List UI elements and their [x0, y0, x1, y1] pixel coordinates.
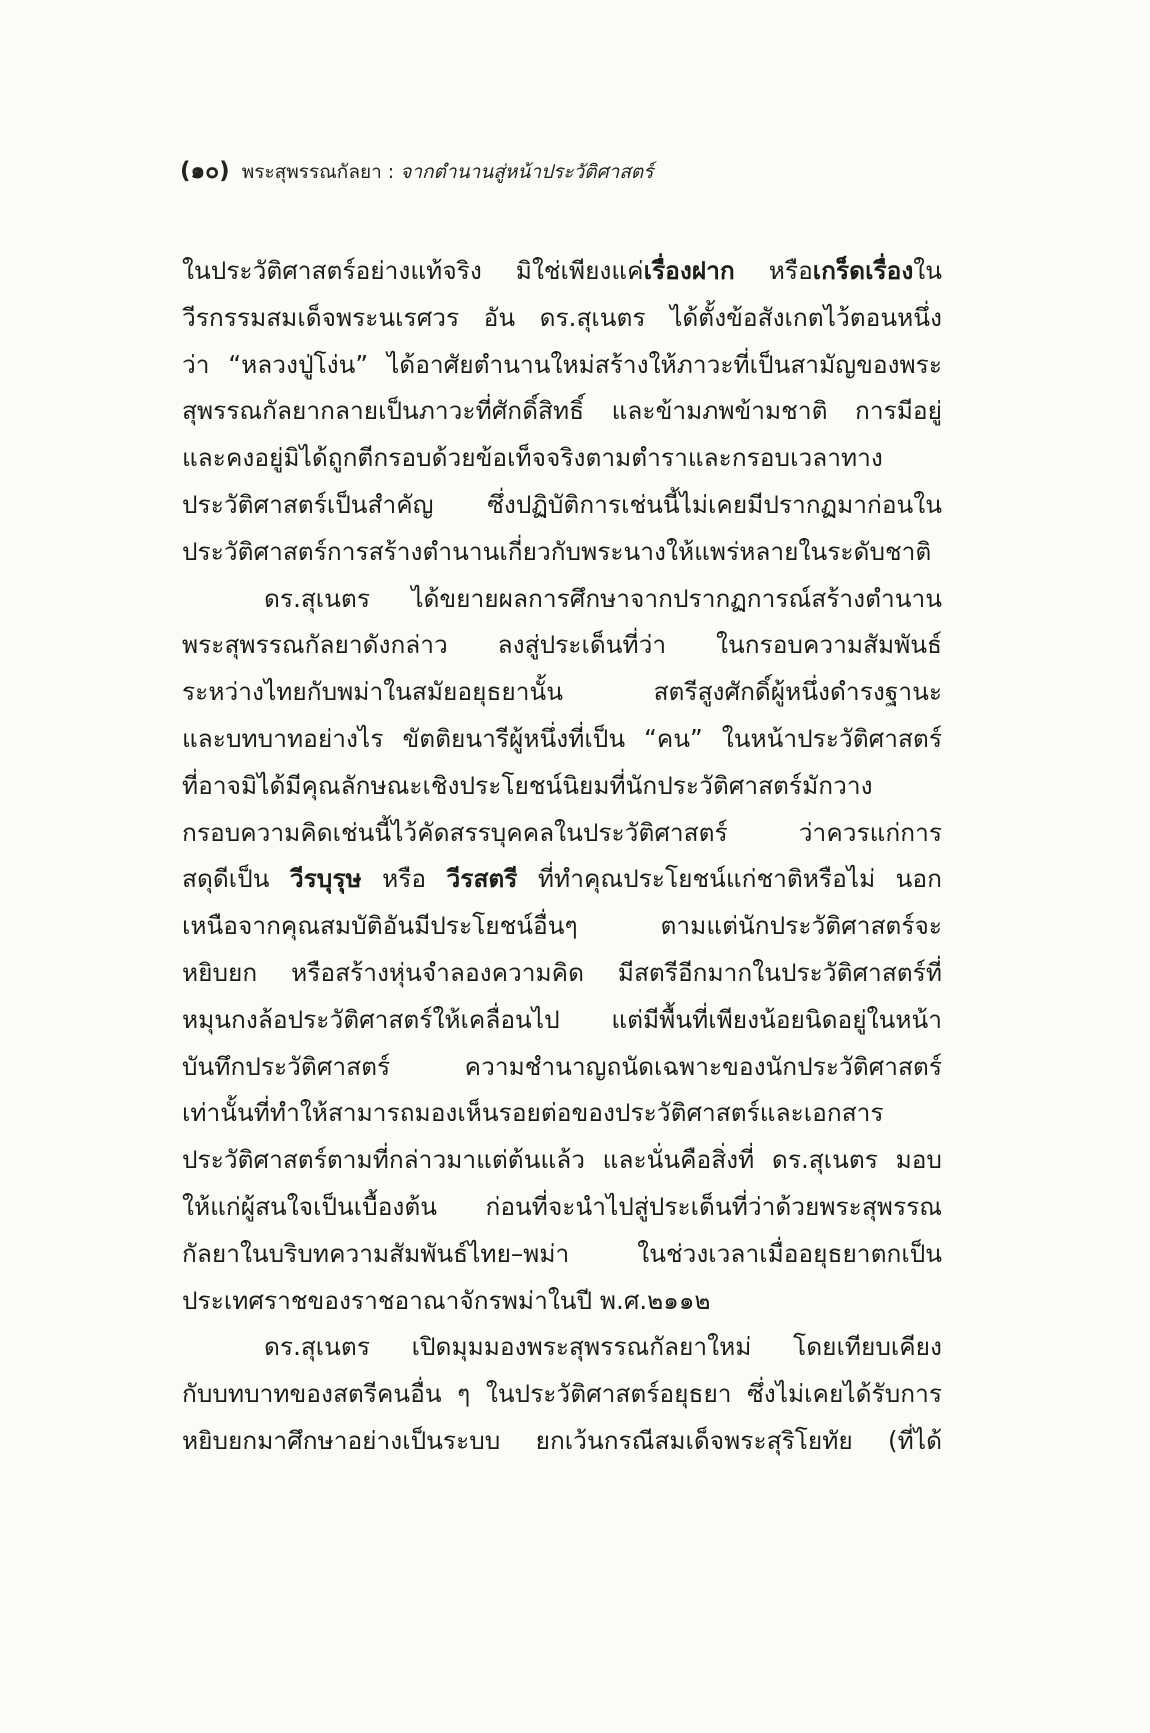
text-line: เท่านั้นที่ทำให้สามารถมองเห็นรอยต่อของประวัติศาสตร์และเอกสาร — [182, 1098, 884, 1128]
bold-term: เกร็ดเรื่อง — [812, 256, 914, 285]
text-line: กรอบความคิดเช่นนี้ไว้คัดสรรบุคคลในประวัติศาสตร์ ว่าควรแก่การ — [182, 817, 942, 847]
text-line: ประวัติศาสตร์การสร้างตำนานเกี่ยวกับพระนางให้แพร่หลายในระดับชาติ — [182, 536, 932, 566]
book-subtitle: จากตำนานสู่หน้าประวัติศาสตร์ — [400, 161, 654, 183]
text-line: กับบทบาทของสตรีคนอื่น ๆ ในประวัติศาสตร์อยุธยา ซึ่งไม่เคยได้รับการ — [182, 1379, 942, 1409]
text-line: เหนือจากคุณสมบัติอันมีประโยชน์อื่นๆ ตามแต่นักประวัติศาสตร์จะ — [182, 911, 942, 941]
text-line: หมุนกงล้อประวัติศาสตร์ให้เคลื่อนไป แต่มีพื้นที่เพียงน้อยนิดอยู่ในหน้า — [182, 1004, 942, 1034]
text-line: สดุดีเป็น วีรบุรุษ หรือ วีรสตรี ที่ทำคุณประโยชน์แก่ชาติหรือไม่ นอก — [182, 864, 942, 894]
text-line: ในประวัติศาสตร์อย่างแท้จริง มิใช่เพียงแค่เรื่องฝาก หรือเกร็ดเรื่องใน — [182, 256, 942, 285]
running-header — [180, 158, 653, 185]
body-text — [182, 248, 942, 1465]
bold-term: วีรสตรี — [446, 864, 518, 894]
bold-term: เรื่องฝาก — [643, 256, 735, 285]
text-line: ดร.สุเนตร ได้ขยายผลการศึกษาจากปรากฏการณ์สร้างตำนาน — [264, 583, 942, 613]
text-line: กัลยาในบริบทความสัมพันธ์ไทย–พม่า ในช่วงเวลาเมื่ออยุธยาตกเป็น — [182, 1238, 942, 1268]
text-line: ระหว่างไทยกับพม่าในสมัยอยุธยานั้น สตรีสูงศักดิ์ผู้หนึ่งดำรงฐานะ — [182, 677, 942, 707]
text-line: ที่อาจมิได้มีคุณลักษณะเชิงประโยชน์นิยมที่นักประวัติศาสตร์มักวาง — [182, 770, 873, 800]
bold-term: วีรบุรุษ — [289, 864, 362, 894]
text-line: และคงอยู่มิได้ถูกตีกรอบด้วยข้อเท็จจริงตามตำราและกรอบเวลาทาง — [182, 443, 883, 473]
text-line: ประเทศราชของราชอาณาจักรพม่าในปี พ.ศ.๒๑๑๒ — [182, 1285, 711, 1315]
text-line: หยิบยกมาศึกษาอย่างเป็นระบบ ยกเว้นกรณีสมเด็จพระสุริโยทัย (ที่ได้ — [182, 1425, 942, 1455]
text-line: หยิบยก หรือสร้างหุ่นจำลองความคิด มีสตรีอีกมากในประวัติศาสตร์ที่ — [182, 957, 942, 987]
text-line: ดร.สุเนตร เปิดมุมมองพระสุพรรณกัลยาใหม่ โดยเทียบเคียง — [264, 1332, 942, 1362]
text-line: วีรกรรมสมเด็จพระนเรศวร อัน ดร.สุเนตร ได้ตั้งข้อสังเกตไว้ตอนหนึ่ง — [182, 302, 942, 332]
text-line: บันทึกประวัติศาสตร์ ความชำนาญถนัดเฉพาะของนักประวัติศาสตร์ — [182, 1051, 942, 1081]
text-line: พระสุพรรณกัลยาดังกล่าว ลงสู่ประเด็นที่ว่า ในกรอบความสัมพันธ์ — [182, 630, 942, 660]
text-line: ประวัติศาสตร์ตามที่กล่าวมาแต่ต้นแล้ว และนั่นคือสิ่งที่ ดร.สุเนตร มอบ — [182, 1145, 942, 1175]
page-number: (๑๐) — [180, 158, 230, 184]
text-line: ว่า “หลวงปู่โง่น” ได้อาศัยตำนานใหม่สร้างให้ภาวะที่เป็นสามัญของพระ — [182, 349, 942, 379]
text-line: ประวัติศาสตร์เป็นสำคัญ ซึ่งปฏิบัติการเช่นนี้ไม่เคยมีปรากฏมาก่อนใน — [182, 489, 942, 519]
text-line: และบทบาทอย่างไร ขัตติยนารีผู้หนึ่งที่เป็น “คน” ในหน้าประวัติศาสตร์ — [182, 723, 942, 753]
text-line: สุพรรณกัลยากลายเป็นภาวะที่ศักดิ์สิทธิ์ และข้ามภพข้ามชาติ การมีอยู่ — [182, 396, 942, 426]
book-title: พระสุพรรณกัลยา : — [241, 161, 395, 183]
text-line: ให้แก่ผู้สนใจเป็นเบื้องต้น ก่อนที่จะนำไปสู่ประเด็นที่ว่าด้วยพระสุพรรณ — [182, 1191, 942, 1221]
